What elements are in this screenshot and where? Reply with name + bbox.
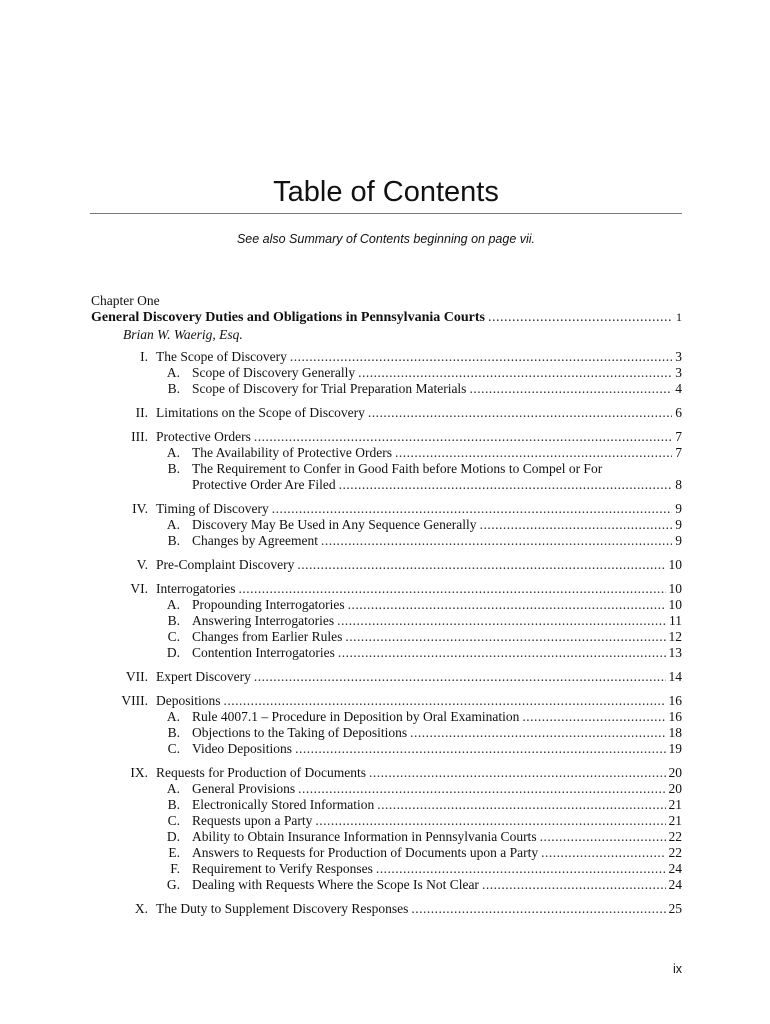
leader-dots [488, 309, 671, 326]
page-number: 9 [675, 517, 682, 532]
page-number: 4 [675, 381, 682, 396]
subsection-letter: B. [167, 381, 180, 396]
page-number: 18 [668, 725, 682, 740]
leader-dots [224, 693, 666, 709]
toc-section [91, 901, 682, 917]
page-number: 13 [668, 645, 682, 660]
toc-subentry [91, 845, 682, 861]
chapter-label: Chapter One [91, 293, 160, 308]
section-title: Interrogatories [156, 581, 236, 596]
page-number: 16 [668, 693, 682, 708]
leader-dots [297, 557, 665, 573]
subsection-title: Dealing with Requests Where the Scope Is Not Clear [192, 877, 479, 892]
section-number: I. [140, 349, 148, 364]
toc-entry [91, 349, 682, 365]
page-number: 6 [675, 405, 682, 420]
chapter-page-number: 1 [676, 310, 682, 324]
page-number: 25 [668, 901, 682, 916]
page-number: 24 [668, 877, 682, 892]
subsection-letter: G. [166, 877, 180, 892]
see-also-note: See also Summary of Contents beginning on page vii. [236, 232, 536, 246]
leader-dots [339, 477, 673, 493]
subsection-letter: E. [168, 845, 180, 860]
page-number: 22 [668, 845, 682, 860]
section-number: VI. [130, 581, 148, 596]
subsection-letter: C. [167, 629, 180, 644]
toc-subentry [91, 613, 682, 629]
page-number: 9 [675, 501, 682, 516]
toc-section [91, 765, 682, 893]
subsection-letter: A. [166, 709, 180, 724]
subsection-title: Discovery May Be Used in Any Sequence Generally [192, 517, 477, 532]
leader-dots [315, 813, 665, 829]
leader-dots [348, 597, 666, 613]
chapter-title: General Discovery Duties and Obligations in Pennsylvania Courts [91, 310, 485, 325]
leader-dots [254, 669, 666, 685]
leader-dots [410, 725, 665, 741]
subsection-title: Answering Interrogatories [192, 613, 335, 628]
page-number: 10 [668, 581, 682, 596]
page-number: 9 [675, 533, 682, 548]
subsection-title: Scope of Discovery Generally [192, 365, 356, 380]
leader-dots [540, 829, 666, 845]
section-title: Depositions [156, 693, 221, 708]
toc-subentry [91, 445, 682, 461]
page-number: 21 [668, 797, 682, 812]
leader-dots [369, 765, 666, 781]
title-rule [90, 213, 682, 214]
toc-section [91, 405, 682, 421]
subsection-letter: A. [166, 517, 180, 532]
subsection-letter: D. [166, 645, 180, 660]
leader-dots [358, 365, 672, 381]
toc-section [91, 557, 682, 573]
leader-dots [272, 501, 672, 517]
section-number: II. [135, 405, 148, 420]
section-number: III. [131, 429, 148, 444]
toc-list [91, 349, 682, 925]
toc-subentry [91, 533, 682, 549]
subsection-letter: A. [166, 597, 180, 612]
page-number: 20 [668, 781, 682, 796]
subsection-title: Scope of Discovery for Trial Preparation Materials [192, 381, 467, 396]
subsection-letter: B. [167, 797, 180, 812]
section-number: X. [134, 901, 148, 916]
subsection-letter: A. [166, 781, 180, 796]
section-number: V. [136, 557, 148, 572]
toc-subentry [91, 877, 682, 893]
leader-dots [480, 517, 673, 533]
toc-subentry-continued [91, 477, 682, 493]
leader-dots [298, 781, 665, 797]
toc-subentry [91, 797, 682, 813]
page-number: 22 [668, 829, 682, 844]
leader-dots [541, 845, 665, 861]
section-title: Requests for Production of Documents [156, 765, 366, 780]
page-number: 10 [668, 557, 682, 572]
subsection-title: Video Depositions [192, 741, 293, 756]
toc-entry [91, 581, 682, 597]
section-number: VIII. [121, 693, 148, 708]
subsection-letter: B. [167, 533, 180, 548]
subsection-title: Requirement to Verify Responses [192, 861, 373, 876]
leader-dots [522, 709, 665, 725]
leader-dots [254, 429, 672, 445]
page-number: 19 [668, 741, 682, 756]
section-number: IV. [132, 501, 148, 516]
toc-section [91, 581, 682, 661]
toc-entry [91, 693, 682, 709]
subsection-title-continued: Protective Order Are Filed [192, 477, 336, 492]
page-number: 10 [668, 597, 682, 612]
toc-entry [91, 557, 682, 573]
toc-subentry [91, 597, 682, 613]
page-number: 16 [668, 709, 682, 724]
page-folio: ix [672, 962, 682, 976]
section-number: IX. [130, 765, 148, 780]
leader-dots [376, 861, 666, 877]
leader-dots [345, 629, 665, 645]
toc-subentry [91, 629, 682, 645]
leader-dots [290, 349, 672, 365]
page-number: 7 [675, 429, 682, 444]
subsection-title: Answers to Requests for Production of Documents upon a Party [192, 845, 539, 860]
toc-subentry [91, 813, 682, 829]
section-title: The Duty to Supplement Discovery Responses [156, 901, 409, 916]
page-number: 20 [668, 765, 682, 780]
section-title: Limitations on the Scope of Discovery [156, 405, 365, 420]
page-number: 7 [675, 445, 682, 460]
page-title: Table of Contents [273, 176, 499, 208]
section-number: VII. [125, 669, 148, 684]
section-title: Expert Discovery [156, 669, 251, 684]
subsection-title: Electronically Stored Information [192, 797, 375, 812]
toc-subentry [91, 709, 682, 725]
subsection-title: Changes from Earlier Rules [192, 629, 343, 644]
leader-dots [238, 581, 665, 597]
toc-section [91, 429, 682, 493]
leader-dots [338, 645, 666, 661]
leader-dots [337, 613, 666, 629]
subsection-title: Changes by Agreement [192, 533, 318, 548]
subsection-letter: F. [170, 861, 180, 876]
subsection-title: Ability to Obtain Insurance Information in Pennsylvania Courts [192, 829, 537, 844]
leader-dots [321, 533, 672, 549]
chapter-author: Brian W. Waerig, Esq. [123, 327, 243, 342]
subsection-title: Contention Interrogatories [192, 645, 335, 660]
leader-dots [395, 445, 672, 461]
leader-dots [377, 797, 665, 813]
page-number: 3 [675, 365, 682, 380]
page-number: 24 [668, 861, 682, 876]
leader-dots [411, 901, 665, 917]
subsection-letter: B. [167, 725, 180, 740]
subsection-letter: B. [167, 613, 180, 628]
toc-subentry [91, 861, 682, 877]
subsection-title: The Requirement to Confer in Good Faith before Motions to Compel or For [192, 461, 603, 476]
subsection-letter: C. [167, 813, 180, 828]
subsection-title: Objections to the Taking of Depositions [192, 725, 408, 740]
subsection-title: Rule 4007.1 – Procedure in Deposition by Oral Examination [192, 709, 520, 724]
page-number: 21 [668, 813, 682, 828]
page-number: 3 [675, 349, 682, 364]
subsection-letter: C. [167, 741, 180, 756]
toc-entry [91, 501, 682, 517]
toc-subentry [91, 461, 682, 477]
toc-entry [91, 765, 682, 781]
subsection-letter: A. [166, 365, 180, 380]
page-number: 14 [668, 669, 682, 684]
toc-entry [91, 429, 682, 445]
leader-dots [482, 877, 666, 893]
subsection-letter: A. [166, 445, 180, 460]
subsection-title: The Availability of Protective Orders [192, 445, 392, 460]
leader-dots [295, 741, 665, 757]
toc-subentry [91, 645, 682, 661]
subsection-title: Propounding Interrogatories [192, 597, 345, 612]
toc-section [91, 501, 682, 549]
toc-subentry [91, 725, 682, 741]
subsection-title: General Provisions [192, 781, 296, 796]
toc-subentry [91, 829, 682, 845]
chapter-title-row [91, 309, 682, 326]
toc-section [91, 669, 682, 685]
page-number: 12 [668, 629, 682, 644]
section-title: The Scope of Discovery [156, 349, 287, 364]
toc-subentry [91, 381, 682, 397]
toc-subentry [91, 365, 682, 381]
subsection-letter: B. [167, 461, 180, 476]
page-number: 11 [669, 613, 682, 628]
section-title: Pre-Complaint Discovery [156, 557, 295, 572]
toc-subentry [91, 781, 682, 797]
toc-entry [91, 901, 682, 917]
toc-subentry [91, 741, 682, 757]
subsection-letter: D. [166, 829, 180, 844]
toc-entry [91, 669, 682, 685]
chapter-heading [91, 292, 682, 344]
section-title: Timing of Discovery [156, 501, 269, 516]
toc-section [91, 349, 682, 397]
toc-entry [91, 405, 682, 421]
leader-dots [469, 381, 672, 397]
leader-dots [368, 405, 672, 421]
page-number: 8 [675, 477, 682, 492]
section-title: Protective Orders [156, 429, 251, 444]
toc-section [91, 693, 682, 757]
toc-subentry [91, 517, 682, 533]
subsection-title: Requests upon a Party [192, 813, 313, 828]
